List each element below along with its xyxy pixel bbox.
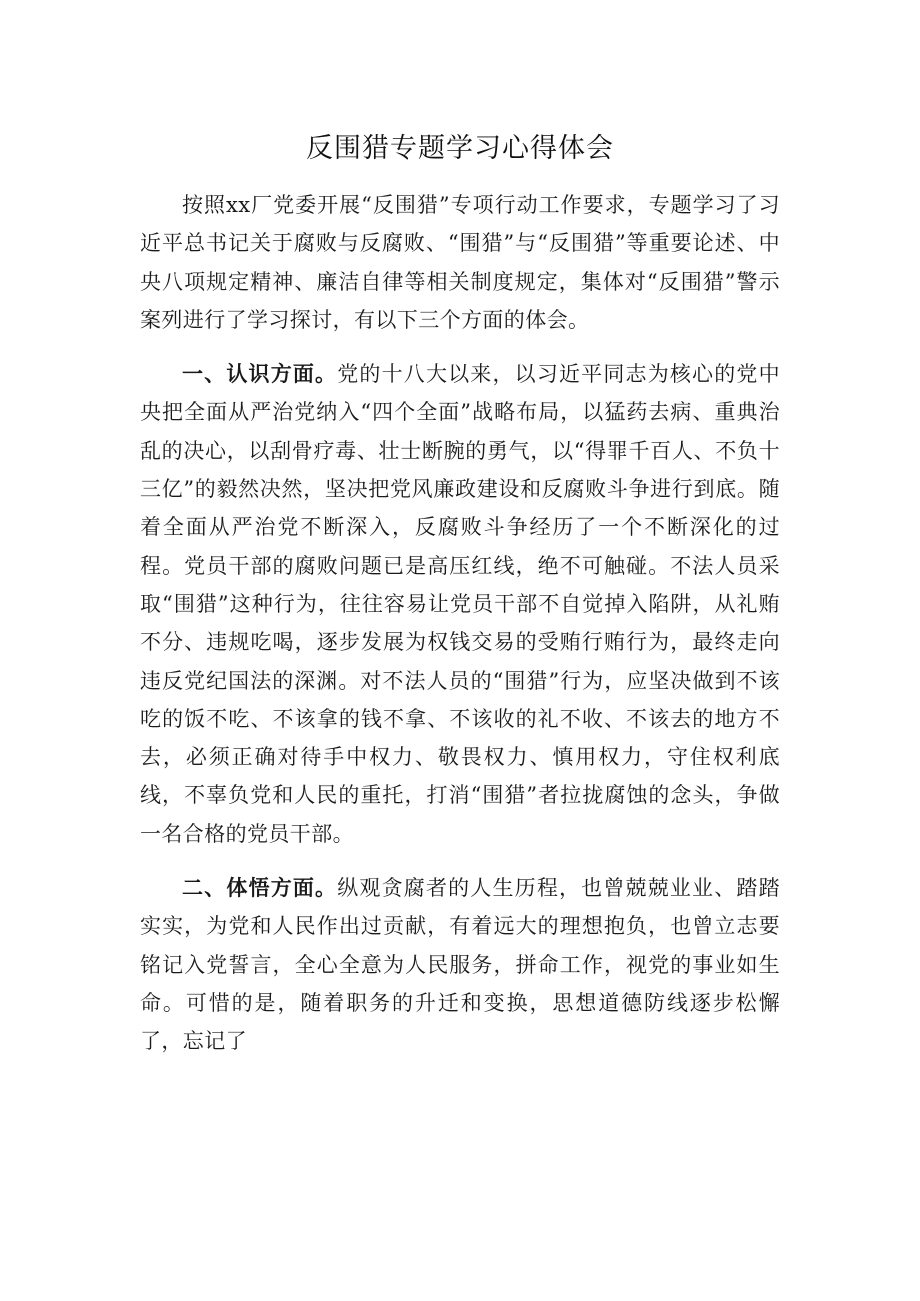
paragraph-text: 党的十八大以来，以习近平同志为核心的党中央把全面从严治党纳入“四个全面”战略布局，以猛药去病、重典治乱的决心，以刮骨疗毒、壮士断腕的勇气，以“得罪千百人、不负十三亿”的毅然决然，坚决把党风廉政建设和反腐败斗争进行到底。随着全面从严治党不断深入，反腐败斗争经历了一个不断深化的过程。党员干部的腐败问题已是高压红线，绝不可触碰。不法人员采取“围猎”这种行为，往往容易让党员干部不自觉掉入陷阱，从礼贿不分、违规吃喝，逐步发展为权钱交易的受贿行贿行为，最终走向违反党纪国法的深渊。对不法人员的“围猎”行为，应坚决做到不该吃的饭不吃、不该拿的钱不拿、不该收的礼不收、不该去的地方不去，必须正确对待手中权力、敬畏权力、慎用权力，守住权利底线，不辜负党和人民的重托，打消“围猎”者拉拢腐蚀的念头，争做一名合格的党员干部。 bbox=[140, 362, 780, 846]
paragraph-cognition bbox=[140, 355, 780, 853]
paragraph-reflection bbox=[140, 869, 780, 1060]
document-title: 反围猎专题学习心得体会 bbox=[306, 133, 614, 164]
document-body bbox=[140, 186, 780, 1077]
paragraph-text: 按照xx厂党委开展“反围猎”专项行动工作要求，专题学习了习近平总书记关于腐败与反腐败、“围猎”与“反围猎”等重要论述、中央八项规定精神、廉洁自律等相关制度规定，集体对“反围猎”警示案列进行了学习探讨，有以下三个方面的体会。 bbox=[140, 193, 780, 332]
paragraph-lead: 二、体悟方面。 bbox=[182, 876, 338, 901]
paragraph-lead: 一、认识方面。 bbox=[182, 362, 338, 387]
paragraph-intro bbox=[140, 186, 780, 339]
paragraph-text: 纵观贪腐者的人生历程，也曾兢兢业业、踏踏实实，为党和人民作出过贡献，有着远大的理想抱负，也曾立志要铭记入党誓言，全心全意为人民服务，拼命工作，视党的事业如生命。可惜的是，随着职务的升迁和变换，思想道德防线逐步松懈了，忘记了 bbox=[140, 876, 780, 1054]
